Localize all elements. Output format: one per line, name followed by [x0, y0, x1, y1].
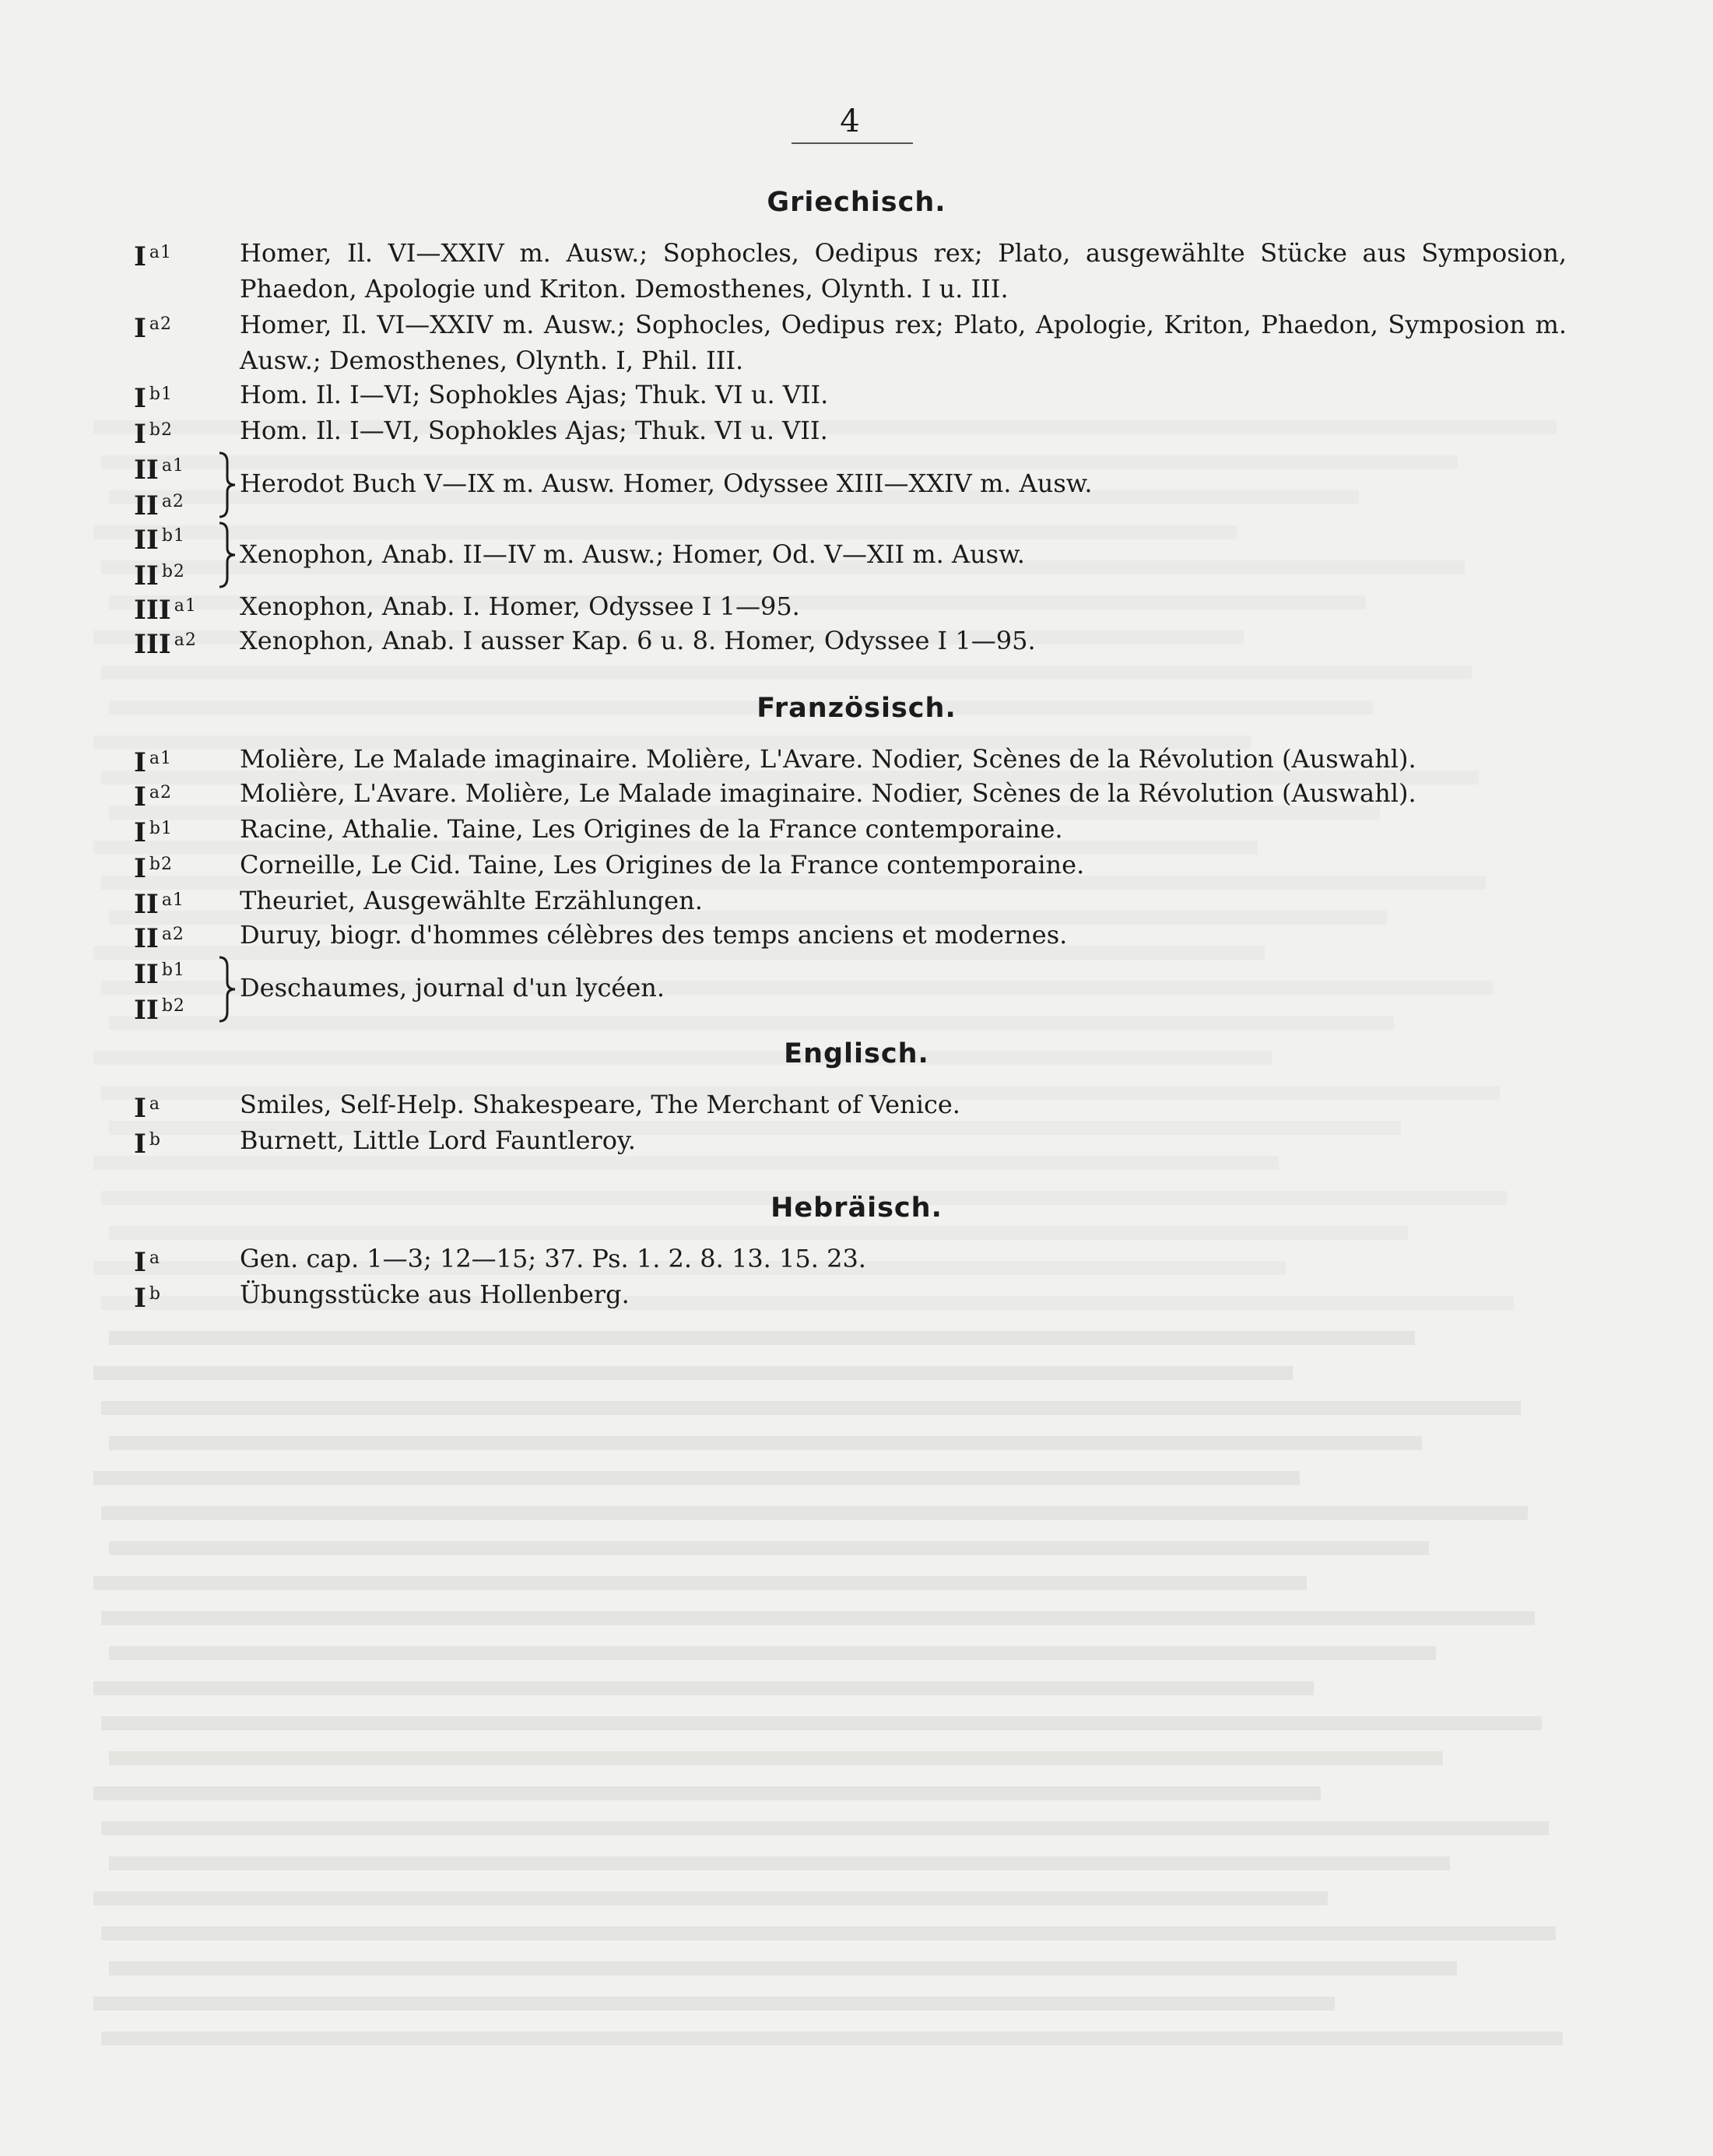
bleed-through-line: [93, 1681, 1314, 1695]
bleed-through-line: [101, 1821, 1549, 1835]
reading-entry: Gen. cap. 1—3; 12—15; 37. Ps. 1. 2. 8. 13. 15. 23.: [240, 1244, 866, 1273]
reading-entry: Deschaumes, journal d'un lycéen.: [240, 973, 665, 1003]
reading-entry: Molière, L'Avare. Molière, Le Malade imaginaire. Nodier, Scènes de la Révolution (Auswahl).: [240, 778, 1416, 808]
reading-entry: Burnett, Little Lord Fauntleroy.: [240, 1125, 636, 1155]
section-heading-hebraeisch: Hebräisch.: [770, 1192, 943, 1224]
reading-entry: Smiles, Self-Help. Shakespeare, The Merchant of Venice.: [240, 1090, 960, 1119]
class-label: II $^{b2}$: [134, 995, 185, 1026]
reading-entry: Hom. Il. I—VI, Sophokles Ajas; Thuk. VI u. VII.: [240, 416, 828, 445]
grouping-brace: [216, 521, 238, 588]
bleed-through-line: [93, 1471, 1300, 1485]
reading-entry: Xenophon, Anab. II—IV m. Ausw.; Homer, Od. V—XII m. Ausw.: [240, 539, 1025, 569]
class-label: II $^{b2}$: [134, 560, 185, 592]
bleed-through-line: [109, 1331, 1415, 1345]
page-number-rule: [792, 142, 913, 144]
page-number: 4: [840, 104, 860, 139]
class-label: I $^a$: [134, 1247, 161, 1278]
class-label: II $^{a2}$: [134, 490, 184, 521]
reading-entry: Xenophon, Anab. I. Homer, Odyssee I 1—95.: [240, 592, 800, 621]
class-label: II $^{a1}$: [134, 455, 184, 486]
bleed-through-line: [93, 1891, 1328, 1905]
section-heading-griechisch: Griechisch.: [767, 187, 946, 218]
class-label: II $^{a1}$: [134, 889, 184, 920]
class-label: I $^{b1}$: [134, 817, 173, 848]
class-label: I $^a$: [134, 1093, 161, 1124]
class-label: III $^{a2}$: [134, 629, 197, 660]
class-label: I $^{a1}$: [134, 241, 173, 272]
bleed-through-line: [109, 1856, 1450, 1870]
reading-entry: Molière, Le Malade imaginaire. Molière, L'Avare. Nodier, Scènes de la Révolution (Auswahl).: [240, 744, 1416, 774]
grouping-brace: [216, 451, 238, 518]
bleed-through-line: [101, 2031, 1563, 2045]
class-label: I $^{b2}$: [134, 853, 173, 884]
class-label: II $^{b1}$: [134, 959, 185, 990]
class-label: I $^{a2}$: [134, 313, 173, 344]
reading-entry: Racine, Athalie. Taine, Les Origines de la France contemporaine.: [240, 814, 1063, 844]
section-heading-franzoesisch: Französisch.: [756, 693, 957, 724]
bleed-through-line: [109, 1751, 1443, 1765]
reading-entry: Duruy, biogr. d'hommes célèbres des temps anciens et modernes.: [240, 920, 1068, 950]
reading-entry: Xenophon, Anab. I ausser Kap. 6 u. 8. Homer, Odyssee I 1—95.: [240, 626, 1036, 655]
reading-entry: Homer, Il. VI—XXIV m. Ausw.; Sophocles, Oedipus rex; Plato, Apologie, Kriton, Phaedon, Symposion m. Ausw.; Demosthenes, Olynth. I, Phil. III.: [240, 310, 1567, 375]
class-label: I $^b$: [134, 1283, 161, 1314]
reading-entry: Hom. Il. I—VI; Sophokles Ajas; Thuk. VI u. VII.: [240, 380, 829, 409]
reading-entry: Theuriet, Ausgewählte Erzählungen.: [240, 886, 703, 915]
reading-entry: Herodot Buch V—IX m. Ausw. Homer, Odyssee XIII—XXIV m. Ausw.: [240, 469, 1093, 498]
bleed-through-line: [109, 1226, 1408, 1240]
reading-entry: Corneille, Le Cid. Taine, Les Origines de la France contemporaine.: [240, 850, 1085, 880]
bleed-through-line: [101, 1926, 1556, 1940]
bleed-through-line: [109, 1646, 1436, 1660]
class-label: II $^{a2}$: [134, 923, 184, 954]
class-label: I $^{a1}$: [134, 747, 173, 778]
grouping-brace: [216, 956, 238, 1023]
class-label: I $^{b1}$: [134, 383, 173, 414]
bleed-through-line: [109, 1436, 1422, 1450]
bleed-through-line: [101, 1401, 1521, 1415]
class-label: I $^b$: [134, 1129, 161, 1160]
bleed-through-line: [109, 1961, 1457, 1975]
reading-entry: Homer, Il. VI—XXIV m. Ausw.; Sophocles, Oedipus rex; Plato, ausgewählte Stücke aus Symposion, Phaedon, Apologie und Kriton. Demosthenes, Olynth. I u. III.: [240, 238, 1567, 304]
bleed-through-line: [109, 1016, 1394, 1030]
class-label: III $^{a1}$: [134, 595, 197, 626]
bleed-through-line: [93, 1996, 1335, 2010]
bleed-through-line: [101, 665, 1472, 679]
reading-entry: Übungsstücke aus Hollenberg.: [240, 1280, 630, 1309]
bleed-through-line: [93, 1786, 1321, 1800]
bleed-through-line: [93, 1366, 1293, 1380]
class-label: I $^{a2}$: [134, 781, 173, 813]
bleed-through-line: [101, 1716, 1542, 1730]
bleed-through-line: [101, 1611, 1535, 1625]
class-label: I $^{b2}$: [134, 419, 173, 450]
class-label: II $^{b1}$: [134, 525, 185, 556]
bleed-through-line: [93, 1576, 1307, 1590]
section-heading-englisch: Englisch.: [784, 1038, 929, 1069]
bleed-through-line: [109, 1541, 1429, 1555]
bleed-through-line: [101, 1506, 1528, 1520]
